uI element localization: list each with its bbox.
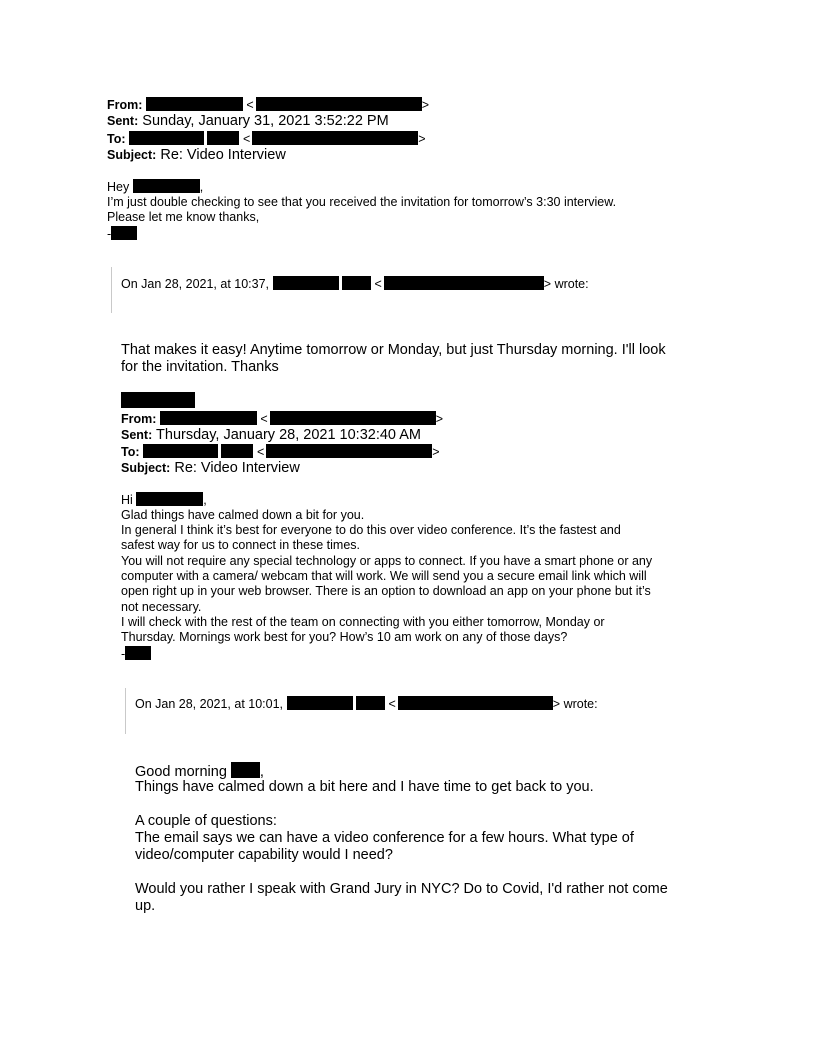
redaction-name [287, 696, 353, 710]
email2-from-line: From: < > [121, 412, 444, 426]
email2-body-line: open right up in your web browser. There is an option to download an app on your phone but it’s [121, 584, 651, 598]
email2-subject-line [121, 460, 300, 477]
email2-body-line: Glad things have calmed down a bit for you. [121, 508, 365, 522]
sent-label: Sent: [107, 114, 139, 128]
email1-to-line [107, 131, 426, 148]
email2-greeting: Hi , [121, 493, 207, 507]
subject-label: Subject: [121, 461, 171, 475]
email2-body-line: You will not require any special technology or apps to connect. If you have a smart phone or any [121, 554, 653, 568]
from-label: From: [107, 98, 143, 112]
email2-body-line: computer with a camera/ webcam that will work. We will send you a secure email link which will [121, 569, 647, 583]
redaction-name [273, 276, 339, 290]
email1-from-line [107, 97, 429, 114]
redaction-name [342, 276, 371, 290]
email2-body-line: safest way for us to connect in these times. [121, 538, 361, 552]
quote2-body-line: The email says we can have a video conference for a few hours. What type of [135, 830, 634, 846]
email2-to-line: To: < > [121, 445, 440, 459]
sent-label: Sent: [121, 428, 153, 442]
to-label: To: [107, 132, 126, 146]
email1-greeting: Hey , [107, 180, 204, 194]
redaction-signature [111, 226, 137, 240]
angle-close: > [418, 132, 426, 146]
quote2-attribution: On Jan 28, 2021, at 10:01, < > wrote: [135, 697, 598, 711]
redaction-name [231, 762, 260, 778]
quote1-body-line: for the invitation. Thanks [121, 359, 279, 375]
redaction-signature [125, 646, 151, 660]
redaction-recipient-last [207, 131, 239, 145]
email1-body-line: Please let me know thanks, [107, 210, 260, 224]
sent-value: Sunday, January 31, 2021 3:52:22 PM [142, 113, 389, 129]
quote2-body-line: A couple of questions: [135, 813, 277, 829]
email2-body-line: Thursday. Mornings work best for you? How’s 10 am work on any of those days? [121, 630, 568, 644]
redaction-sender-name [146, 97, 243, 111]
redaction-block [121, 392, 195, 408]
email2-body-line: I will check with the rest of the team on connecting with you either tomorrow, Monday or [121, 615, 605, 629]
redaction-sender-name [160, 411, 257, 425]
redaction-name [136, 492, 203, 506]
subject-label: Subject: [107, 148, 157, 162]
quote2-body-line: video/computer capability would I need? [135, 847, 393, 863]
redaction-sender-email [270, 411, 436, 425]
redaction-recipient-first [129, 131, 204, 145]
angle-open: < [242, 132, 251, 146]
quote2-greeting: Good morning , [135, 764, 264, 780]
email2-signature: - [121, 646, 151, 663]
quote-bar [111, 267, 112, 313]
redaction-sender-email [256, 97, 422, 111]
redaction-name [133, 179, 200, 193]
to-label: To: [121, 445, 140, 459]
email2-body-line: In general I think it’s best for everyone to do this over video conference. It’s the fastest and [121, 523, 621, 537]
quote2-body-line: Things have calmed down a bit here and I have time to get back to you. [135, 779, 594, 795]
redaction-email [384, 276, 544, 290]
email1-body-line: I’m just double checking to see that you received the invitation for tomorrow’s 3:30 interview. [107, 195, 617, 209]
email2-sent-line [121, 427, 421, 444]
email1-subject-line [107, 147, 286, 164]
subject-value: Re: Video Interview [160, 147, 286, 163]
quote1-body-line: That makes it easy! Anytime tomorrow or Monday, but just Thursday morning. I'll look [121, 342, 666, 358]
quote1-attribution: On Jan 28, 2021, at 10:37, < > wrote: [121, 277, 589, 291]
redaction-name [356, 696, 385, 710]
from-label: From: [121, 412, 157, 426]
email2-body-line: not necessary. [121, 600, 202, 614]
redaction-email [398, 696, 553, 710]
subject-value: Re: Video Interview [174, 460, 300, 476]
quote-bar [125, 688, 126, 734]
email1-signature: - [107, 226, 137, 243]
quote2-body-line: up. [135, 898, 156, 914]
redaction-recipient-email [266, 444, 432, 458]
redaction-recipient-last [221, 444, 253, 458]
angle-open: < [246, 98, 254, 112]
quote2-body-line: Would you rather I speak with Grand Jury in NYC? Do to Covid, I'd rather not come [135, 881, 668, 897]
redaction-recipient-first [143, 444, 218, 458]
redaction-recipient-email [252, 131, 418, 145]
angle-close: > [421, 98, 430, 112]
email1-sent-line [107, 113, 389, 130]
sent-value: Thursday, January 28, 2021 10:32:40 AM [156, 427, 421, 443]
